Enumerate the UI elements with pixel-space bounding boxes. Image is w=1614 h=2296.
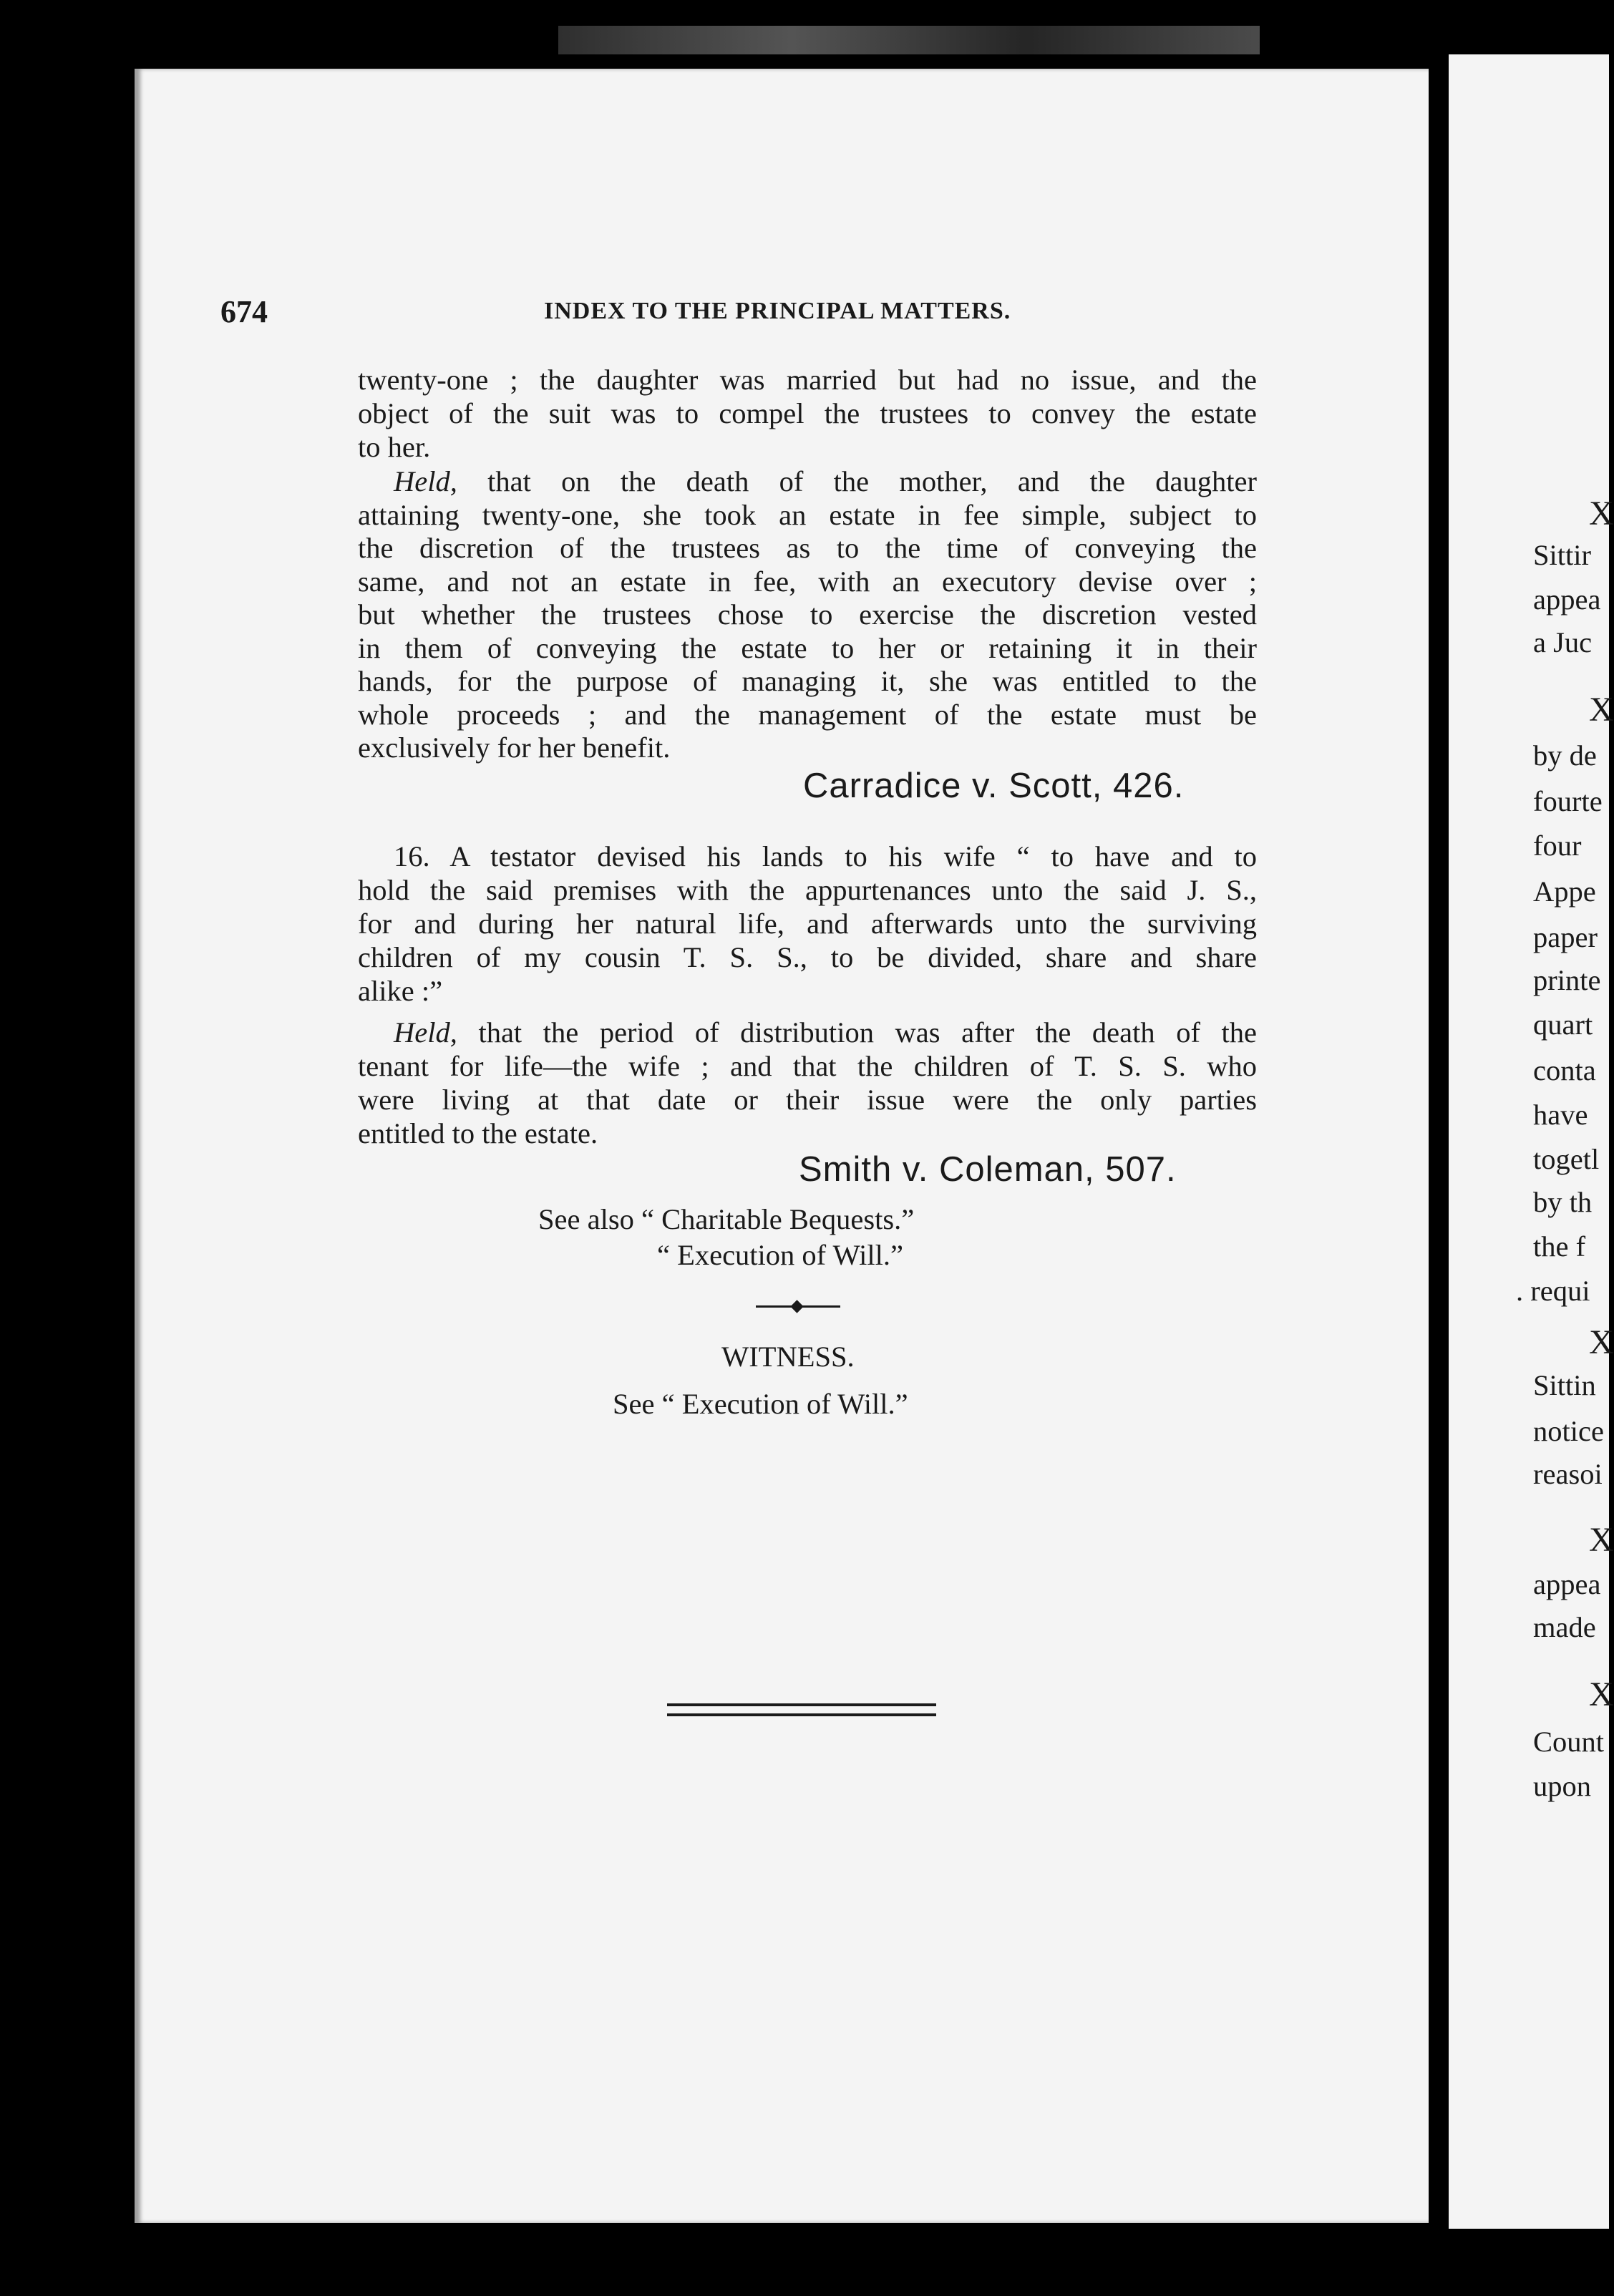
right-page-line: by de — [1533, 739, 1597, 772]
running-title: INDEX TO THE PRINCIPAL MATTERS. — [544, 298, 1011, 324]
held-text: that on the death of the mother, and the daughter — [457, 465, 1257, 497]
text-line: hands, for the purpose of managing it, she was entitled to the — [358, 665, 1257, 697]
section-heading: WITNESS. — [721, 1341, 855, 1373]
right-page-section-letter: X — [1589, 1675, 1614, 1713]
right-page-line: Appe — [1533, 875, 1596, 908]
page-header — [220, 293, 1222, 334]
right-page-line: appea — [1533, 1568, 1601, 1600]
right-page-line: togetl — [1533, 1143, 1600, 1175]
right-page-line: four — [1533, 830, 1582, 862]
right-page-line: reasoi — [1533, 1458, 1603, 1490]
right-page-section-letter: X — [1589, 1521, 1614, 1559]
right-page-line: the f — [1533, 1230, 1586, 1263]
see-also-line: “ Execution of Will.” — [657, 1239, 904, 1271]
right-page-line: fourte — [1533, 785, 1603, 817]
held-text: that the period of distribution was after the death of the — [457, 1016, 1257, 1049]
text-line: entitled to the estate. — [358, 1117, 598, 1149]
text-line: whole proceeds ; and the management of the estate must be — [358, 699, 1257, 731]
scan-edge — [558, 26, 1260, 54]
text-line: were living at that date or their issue were the only parties — [358, 1084, 1257, 1116]
end-rule — [667, 1703, 936, 1706]
held-line — [358, 1016, 1257, 1050]
end-rule — [667, 1713, 936, 1716]
text-line: hold the said premises with the appurtenances unto the said J. S., — [358, 874, 1257, 906]
right-page-line: upon — [1533, 1770, 1591, 1802]
text-line: tenant for life—the wife ; and that the children of T. S. S. who — [358, 1050, 1257, 1082]
right-page-line: have — [1533, 1099, 1588, 1131]
page-number: 674 — [220, 294, 268, 329]
text-line: attaining twenty-one, she took an estate in fee simple, subject to — [358, 499, 1257, 531]
text-line: for and during her natural life, and afterwards unto the surviving — [358, 908, 1257, 940]
right-page — [1449, 54, 1609, 2229]
text-line: alike :” — [358, 975, 443, 1007]
right-page-line: appea — [1533, 583, 1601, 616]
right-page-line: notice — [1533, 1415, 1604, 1447]
text-line: object of the suit was to compel the trustees to convey the estate — [358, 397, 1257, 429]
right-page-line: made — [1533, 1611, 1596, 1643]
right-page-section-letter: X — [1589, 1323, 1614, 1361]
see-also-line: See also “ Charitable Bequests.” — [538, 1203, 915, 1235]
right-page-line: a Juc — [1533, 626, 1593, 658]
text-line: same, and not an estate in fee, with an executory devise over ; — [358, 565, 1257, 598]
text-line: twenty-one ; the daughter was married but had no issue, and the — [358, 364, 1257, 396]
case-citation: Smith v. Coleman, 507. — [799, 1150, 1177, 1189]
case-citation: Carradice v. Scott, 426. — [803, 767, 1185, 805]
text-line: 16. A testator devised his lands to his wife “ to have and to — [394, 840, 1257, 872]
held-line — [358, 465, 1257, 499]
held-label: Held, — [394, 465, 457, 497]
right-page-section-letter: X — [1589, 495, 1614, 532]
text-line: exclusively for her benefit. — [358, 731, 671, 764]
text-line: in them of conveying the estate to her or retaining it in their — [358, 632, 1257, 664]
text-line: to her. — [358, 431, 431, 463]
right-page-line: paper — [1533, 921, 1598, 953]
held-label: Held, — [394, 1016, 457, 1049]
right-page-line: quart — [1533, 1008, 1593, 1041]
right-page-line: by th — [1533, 1186, 1593, 1218]
right-page-line: printe — [1533, 964, 1601, 996]
text-line: but whether the trustees chose to exercise the discretion vested — [358, 598, 1257, 631]
right-page-line: conta — [1533, 1054, 1596, 1086]
right-page-line: . requi — [1516, 1275, 1590, 1307]
right-page-line: Sittin — [1533, 1369, 1596, 1401]
right-page-line: Sittir — [1533, 539, 1592, 571]
ornament-divider — [756, 1300, 840, 1313]
right-page-section-letter: X — [1589, 691, 1614, 729]
see-reference: See “ Execution of Will.” — [613, 1388, 908, 1420]
text-line: the discretion of the trustees as to the time of conveying the — [358, 532, 1257, 564]
text-line: children of my cousin T. S. S., to be divided, share and share — [358, 941, 1257, 973]
right-page-line: Count — [1533, 1726, 1605, 1758]
